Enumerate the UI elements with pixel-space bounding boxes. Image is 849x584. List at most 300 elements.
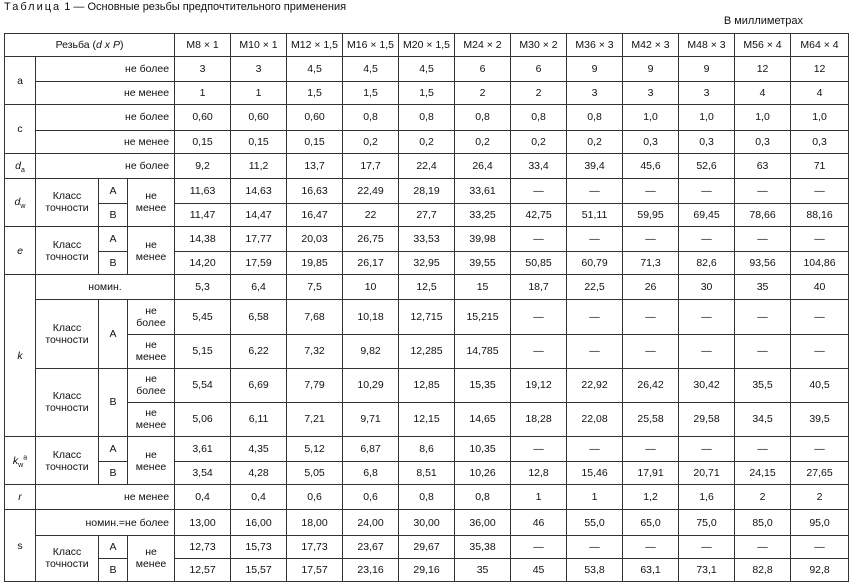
value-cell: 16,47 — [287, 203, 343, 226]
value-cell: 35 — [455, 558, 511, 581]
value-cell: — — [791, 178, 849, 203]
value-cell: 0,3 — [623, 130, 679, 153]
value-cell: 32,95 — [399, 252, 455, 275]
thread-header-label: Резьба (d x P) — [55, 39, 124, 52]
value-cell: 53,8 — [567, 558, 623, 581]
limit-label: не менее — [128, 402, 175, 436]
thread-header — [5, 34, 175, 57]
value-cell: 16,00 — [231, 510, 287, 535]
limit-label: не более — [36, 57, 175, 82]
param-c — [5, 105, 36, 153]
value-cell: 39,98 — [455, 227, 511, 252]
value-cell: — — [679, 437, 735, 462]
param-kw — [5, 437, 36, 485]
class-a: A — [99, 178, 128, 203]
symbol: d — [15, 159, 21, 172]
value-cell: 2 — [791, 485, 849, 510]
value-cell: 0,8 — [343, 105, 399, 130]
value-cell: 6 — [511, 57, 567, 82]
limit-label: не более — [36, 153, 175, 178]
param-r — [5, 485, 36, 510]
table-row — [5, 105, 849, 130]
value-cell: 0,15 — [287, 130, 343, 153]
value-cell: 45,6 — [623, 153, 679, 178]
value-cell: 5,45 — [175, 300, 231, 334]
value-cell: 9,2 — [175, 153, 231, 178]
value-cell: 40,5 — [791, 368, 849, 402]
column-header: M24 × 2 — [455, 34, 511, 57]
value-cell: 36,00 — [455, 510, 511, 535]
value-cell: 3 — [679, 82, 735, 105]
value-cell: 92,8 — [791, 558, 849, 581]
value-cell: 17,77 — [231, 227, 287, 252]
value-cell: 29,67 — [399, 535, 455, 558]
value-cell: 0,2 — [567, 130, 623, 153]
value-cell: 7,5 — [287, 275, 343, 300]
value-cell: 22,5 — [567, 275, 623, 300]
value-cell: 5,15 — [175, 334, 231, 368]
value-cell: 12 — [735, 57, 791, 82]
value-cell: — — [623, 178, 679, 203]
value-cell: 1 — [567, 485, 623, 510]
table-row — [5, 300, 849, 334]
value-cell: 18,28 — [511, 402, 567, 436]
column-header: M64 × 4 — [791, 34, 849, 57]
table-row — [5, 82, 849, 105]
column-header: M42 × 3 — [623, 34, 679, 57]
value-cell: 15,215 — [455, 300, 511, 334]
value-cell: — — [791, 300, 849, 334]
column-header: M56 × 4 — [735, 34, 791, 57]
value-cell: — — [735, 300, 791, 334]
value-cell: 1 — [231, 82, 287, 105]
value-cell: 30 — [679, 275, 735, 300]
value-cell: — — [679, 535, 735, 558]
value-cell: 6,4 — [231, 275, 287, 300]
value-cell: 22,4 — [399, 153, 455, 178]
value-cell: 0,4 — [231, 485, 287, 510]
value-cell: 24,15 — [735, 462, 791, 485]
value-cell: — — [735, 437, 791, 462]
value-cell: 26,75 — [343, 227, 399, 252]
value-cell: 52,6 — [679, 153, 735, 178]
value-cell: 5,06 — [175, 402, 231, 436]
value-cell: — — [735, 334, 791, 368]
value-cell: 0,2 — [455, 130, 511, 153]
limit-label: не более — [128, 368, 175, 402]
value-cell: 4,35 — [231, 437, 287, 462]
value-cell: 14,38 — [175, 227, 231, 252]
class-a: A — [99, 300, 128, 368]
value-cell: 4 — [791, 82, 849, 105]
value-cell: 16,63 — [287, 178, 343, 203]
value-cell: 17,7 — [343, 153, 399, 178]
value-cell: — — [679, 300, 735, 334]
value-cell: 17,59 — [231, 252, 287, 275]
accuracy-class-label: Класс точности — [36, 227, 99, 275]
class-a: A — [99, 437, 128, 462]
value-cell: 60,79 — [567, 252, 623, 275]
value-cell: 0,8 — [399, 485, 455, 510]
symbol-subscript: w — [20, 203, 26, 211]
value-cell: 17,57 — [287, 558, 343, 581]
value-cell: 27,65 — [791, 462, 849, 485]
value-cell: 1,0 — [791, 105, 849, 130]
value-cell: 0,8 — [511, 105, 567, 130]
nominal-max-label: номин.=не более — [36, 510, 175, 535]
value-cell: 12,5 — [399, 275, 455, 300]
value-cell: 11,2 — [231, 153, 287, 178]
value-cell: 12,15 — [399, 402, 455, 436]
value-cell: 78,66 — [735, 203, 791, 226]
value-cell: — — [511, 300, 567, 334]
value-cell: 6,11 — [231, 402, 287, 436]
limit-label: не более — [128, 300, 175, 334]
value-cell: 35,38 — [455, 535, 511, 558]
value-cell: 15,46 — [567, 462, 623, 485]
header-row — [5, 34, 849, 57]
value-cell: 88,16 — [791, 203, 849, 226]
param-e — [5, 227, 36, 275]
limit-label: не менее — [128, 437, 175, 485]
value-cell: 8,6 — [399, 437, 455, 462]
value-cell: — — [623, 227, 679, 252]
symbol: r — [18, 491, 22, 504]
value-cell: — — [511, 227, 567, 252]
value-cell: 1,0 — [735, 105, 791, 130]
class-b: B — [99, 203, 128, 226]
value-cell: 85,0 — [735, 510, 791, 535]
accuracy-class-label: Класс точности — [36, 368, 99, 436]
value-cell: 33,53 — [399, 227, 455, 252]
table-row — [5, 437, 849, 462]
value-cell: 10,18 — [343, 300, 399, 334]
value-cell: 63 — [735, 153, 791, 178]
value-cell: 0,6 — [287, 485, 343, 510]
value-cell: 20,03 — [287, 227, 343, 252]
limit-label: не менее — [128, 178, 175, 226]
value-cell: 0,15 — [231, 130, 287, 153]
value-cell: 11,47 — [175, 203, 231, 226]
value-cell: 65,0 — [623, 510, 679, 535]
value-cell: 6 — [455, 57, 511, 82]
symbol-subscript: a — [20, 166, 25, 174]
value-cell: 2 — [735, 485, 791, 510]
value-cell: 20,71 — [679, 462, 735, 485]
caption-number: 1 — [64, 1, 71, 13]
value-cell: 0,60 — [175, 105, 231, 130]
value-cell: 12,8 — [511, 462, 567, 485]
value-cell: 10,35 — [455, 437, 511, 462]
value-cell: 12,285 — [399, 334, 455, 368]
value-cell: 0,15 — [175, 130, 231, 153]
value-cell: 23,67 — [343, 535, 399, 558]
value-cell: 33,4 — [511, 153, 567, 178]
value-cell: 5,3 — [175, 275, 231, 300]
value-cell: 1,0 — [679, 105, 735, 130]
value-cell: 1,6 — [679, 485, 735, 510]
value-cell: 4,5 — [287, 57, 343, 82]
value-cell: 0,60 — [287, 105, 343, 130]
table-row — [5, 535, 849, 558]
limit-label: не менее — [36, 130, 175, 153]
value-cell: 0,2 — [343, 130, 399, 153]
value-cell: 17,91 — [623, 462, 679, 485]
value-cell: 18,7 — [511, 275, 567, 300]
column-header: M48 × 3 — [679, 34, 735, 57]
value-cell: 51,11 — [567, 203, 623, 226]
value-cell: — — [567, 300, 623, 334]
class-a: A — [99, 535, 128, 558]
value-cell: 42,75 — [511, 203, 567, 226]
value-cell: 46 — [511, 510, 567, 535]
value-cell: 7,68 — [287, 300, 343, 334]
value-cell: — — [623, 334, 679, 368]
value-cell: 0,8 — [567, 105, 623, 130]
value-cell: 9,82 — [343, 334, 399, 368]
limit-label: не менее — [36, 485, 175, 510]
table-row — [5, 57, 849, 82]
table-row — [5, 153, 849, 178]
symbol: e — [17, 244, 23, 257]
value-cell: 93,56 — [735, 252, 791, 275]
value-cell: 15 — [455, 275, 511, 300]
column-header: M10 × 1 — [231, 34, 287, 57]
value-cell: — — [511, 535, 567, 558]
accuracy-class-label: Класс точности — [36, 437, 99, 485]
value-cell: — — [623, 300, 679, 334]
value-cell: 26,17 — [343, 252, 399, 275]
accuracy-class-label: Класс точности — [36, 535, 99, 581]
symbol: k — [17, 349, 23, 362]
value-cell: — — [735, 178, 791, 203]
value-cell: 82,6 — [679, 252, 735, 275]
value-cell: 27,7 — [399, 203, 455, 226]
limit-label: не менее — [128, 535, 175, 581]
value-cell: 14,47 — [231, 203, 287, 226]
value-cell: — — [567, 178, 623, 203]
value-cell: 3,54 — [175, 462, 231, 485]
symbol: s — [17, 539, 23, 552]
limit-label: не менее — [128, 334, 175, 368]
value-cell: — — [567, 227, 623, 252]
value-cell: — — [511, 437, 567, 462]
value-cell: 28,19 — [399, 178, 455, 203]
value-cell: 7,32 — [287, 334, 343, 368]
value-cell: — — [623, 437, 679, 462]
value-cell: 59,95 — [623, 203, 679, 226]
value-cell: 5,54 — [175, 368, 231, 402]
value-cell: 14,63 — [231, 178, 287, 203]
value-cell: 6,8 — [343, 462, 399, 485]
value-cell: 24,00 — [343, 510, 399, 535]
value-cell: 1 — [511, 485, 567, 510]
value-cell: 9 — [623, 57, 679, 82]
value-cell: 4 — [735, 82, 791, 105]
value-cell: 26,4 — [455, 153, 511, 178]
value-cell: 29,58 — [679, 402, 735, 436]
table-row — [5, 368, 849, 402]
value-cell: 1,5 — [399, 82, 455, 105]
value-cell: 5,05 — [287, 462, 343, 485]
value-cell: 55,0 — [567, 510, 623, 535]
table-row — [5, 510, 849, 535]
value-cell: 23,16 — [343, 558, 399, 581]
value-cell: 12,73 — [175, 535, 231, 558]
value-cell: 30,00 — [399, 510, 455, 535]
value-cell: 69,45 — [679, 203, 735, 226]
class-b: B — [99, 252, 128, 275]
table-row — [5, 334, 849, 368]
value-cell: 14,785 — [455, 334, 511, 368]
value-cell: 0,8 — [399, 105, 455, 130]
value-cell: 22 — [343, 203, 399, 226]
table-row — [5, 130, 849, 153]
value-cell: 15,73 — [231, 535, 287, 558]
table-row — [5, 275, 849, 300]
value-cell: 7,21 — [287, 402, 343, 436]
value-cell: 6,69 — [231, 368, 287, 402]
value-cell: 22,49 — [343, 178, 399, 203]
value-cell: 3 — [231, 57, 287, 82]
value-cell: 0,3 — [735, 130, 791, 153]
value-cell: — — [511, 178, 567, 203]
value-cell: 17,73 — [287, 535, 343, 558]
value-cell: — — [567, 535, 623, 558]
nominal-label: номин. — [36, 275, 175, 300]
value-cell: 6,22 — [231, 334, 287, 368]
value-cell: — — [679, 227, 735, 252]
column-header: M30 × 2 — [511, 34, 567, 57]
value-cell: — — [735, 535, 791, 558]
param-dw — [5, 178, 36, 226]
value-cell: 10,26 — [455, 462, 511, 485]
value-cell: 34,5 — [735, 402, 791, 436]
value-cell: 6,87 — [343, 437, 399, 462]
value-cell: 15,35 — [455, 368, 511, 402]
value-cell: 13,7 — [287, 153, 343, 178]
symbol-superscript: a — [23, 454, 28, 462]
value-cell: 0,3 — [679, 130, 735, 153]
class-b: B — [99, 368, 128, 436]
value-cell: 22,08 — [567, 402, 623, 436]
class-a: A — [99, 227, 128, 252]
value-cell: 14,20 — [175, 252, 231, 275]
value-cell: 71,3 — [623, 252, 679, 275]
value-cell: 9 — [567, 57, 623, 82]
value-cell: — — [623, 535, 679, 558]
value-cell: 18,00 — [287, 510, 343, 535]
column-header: M8 × 1 — [175, 34, 231, 57]
limit-label: не более — [36, 105, 175, 130]
value-cell: 3,61 — [175, 437, 231, 462]
symbol: a — [17, 74, 23, 87]
value-cell: — — [679, 334, 735, 368]
value-cell: 13,00 — [175, 510, 231, 535]
class-b: B — [99, 462, 128, 485]
value-cell: 33,25 — [455, 203, 511, 226]
accuracy-class-label: Класс точности — [36, 178, 99, 226]
value-cell: 3 — [567, 82, 623, 105]
value-cell: 10,29 — [343, 368, 399, 402]
value-cell: 75,0 — [679, 510, 735, 535]
value-cell: 25,58 — [623, 402, 679, 436]
value-cell: 9,71 — [343, 402, 399, 436]
value-cell: 104,86 — [791, 252, 849, 275]
param-s — [5, 510, 36, 582]
value-cell: — — [567, 334, 623, 368]
column-header: M12 × 1,5 — [287, 34, 343, 57]
value-cell: 1,2 — [623, 485, 679, 510]
value-cell: 19,85 — [287, 252, 343, 275]
param-da — [5, 153, 36, 178]
value-cell: 9 — [679, 57, 735, 82]
value-cell: 0,3 — [791, 130, 849, 153]
value-cell: 3 — [623, 82, 679, 105]
value-cell: 12,85 — [399, 368, 455, 402]
value-cell: 19,12 — [511, 368, 567, 402]
class-b: B — [99, 558, 128, 581]
value-cell: 71 — [791, 153, 849, 178]
value-cell: 12,715 — [399, 300, 455, 334]
table-row — [5, 485, 849, 510]
table-row — [5, 227, 849, 252]
table-row — [5, 178, 849, 203]
value-cell: 0,8 — [455, 105, 511, 130]
limit-label: не менее — [128, 227, 175, 275]
value-cell: 4,5 — [343, 57, 399, 82]
caption-label: Таблица — [4, 1, 62, 13]
limit-label: не менее — [36, 82, 175, 105]
value-cell: 0,4 — [175, 485, 231, 510]
value-cell: 12,57 — [175, 558, 231, 581]
value-cell: 33,61 — [455, 178, 511, 203]
thread-table — [4, 33, 849, 582]
value-cell: 26 — [623, 275, 679, 300]
value-cell: 5,12 — [287, 437, 343, 462]
value-cell: 0,2 — [399, 130, 455, 153]
column-header: M16 × 1,5 — [343, 34, 399, 57]
param-k — [5, 275, 36, 437]
value-cell: 26,42 — [623, 368, 679, 402]
value-cell: 15,57 — [231, 558, 287, 581]
value-cell: 30,42 — [679, 368, 735, 402]
table-caption — [4, 1, 346, 13]
value-cell: — — [791, 437, 849, 462]
value-cell: 73,1 — [679, 558, 735, 581]
value-cell: 11,63 — [175, 178, 231, 203]
caption-title: — Основные резьбы предпочтительного применения — [73, 1, 347, 13]
value-cell: 0,8 — [455, 485, 511, 510]
value-cell: 29,16 — [399, 558, 455, 581]
value-cell: 1,5 — [287, 82, 343, 105]
value-cell: — — [791, 334, 849, 368]
value-cell: 82,8 — [735, 558, 791, 581]
value-cell: 1 — [175, 82, 231, 105]
value-cell: 14,65 — [455, 402, 511, 436]
param-a — [5, 57, 36, 105]
value-cell: 35,5 — [735, 368, 791, 402]
value-cell: 50,85 — [511, 252, 567, 275]
value-cell: 40 — [791, 275, 849, 300]
units-note: В миллиметрах — [723, 15, 803, 27]
value-cell: 2 — [511, 82, 567, 105]
value-cell: 2 — [455, 82, 511, 105]
value-cell: 63,1 — [623, 558, 679, 581]
value-cell: 12 — [791, 57, 849, 82]
value-cell: — — [511, 334, 567, 368]
value-cell: 35 — [735, 275, 791, 300]
